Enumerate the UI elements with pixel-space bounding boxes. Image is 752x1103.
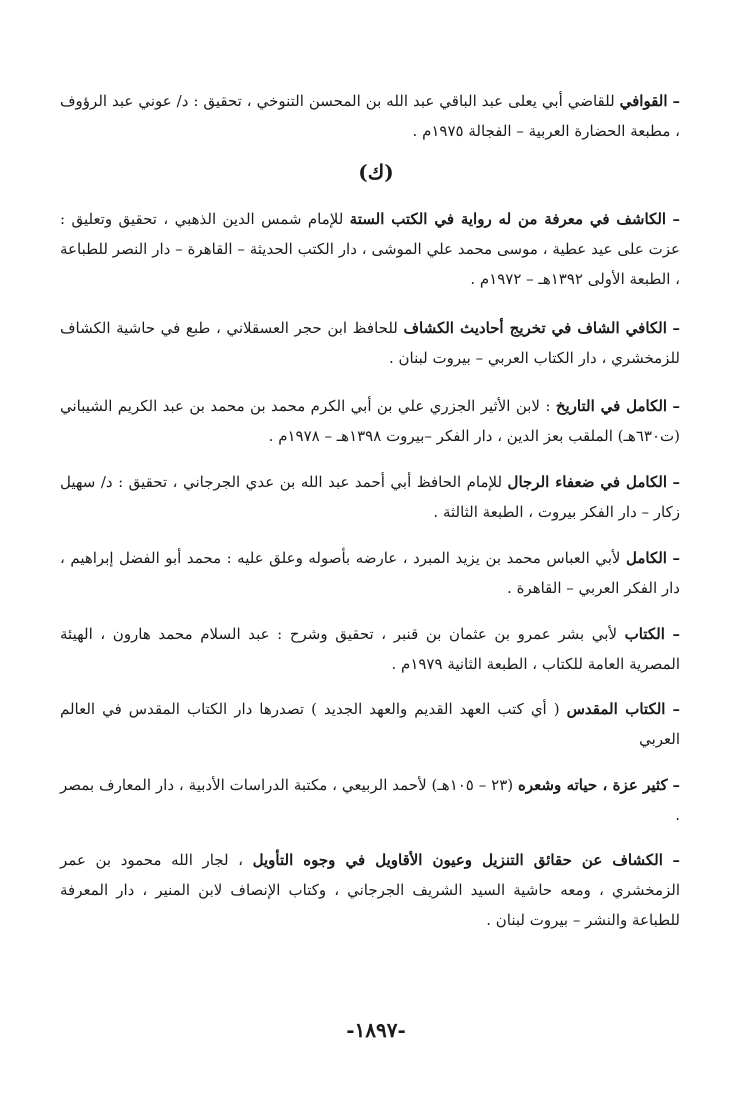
entry-details: لأبي العباس محمد بن يزيد المبرد ، عارضه بأصوله وعلق عليه : محمد أبو الفضل إبراهيم ، دار الفكر العربي – القاهرة . — [60, 549, 680, 597]
entry-title: الكتاب المقدس — [566, 700, 666, 718]
entry-dash: – — [672, 700, 680, 718]
entry-dash: – — [672, 776, 680, 794]
entry-details: : لابن الأثير الجزري علي بن أبي الكرم محمد بن محمد بن عبد الكريم الشيباني (ت٦٣٠هـ) الملقب بعز الدين ، دار الفكر –بيروت ١٣٩٨هـ – ١٩٧٨م . — [60, 397, 680, 445]
entry-details: لأبي بشر عمرو بن عثمان بن قنبر ، تحقيق وشرح : عبد السلام محمد هارون ، الهيئة المصرية العامة للكتاب ، الطبعة الثانية ١٩٧٩م . — [60, 625, 680, 673]
entry-dash: – — [672, 625, 680, 643]
entry-details: (٢٣ – ١٠٥هـ) لأحمد الربيعي ، مكتبة الدراسات الأدبية ، دار المعارف بمصر . — [60, 776, 680, 824]
bibliography-entry-kuthayyir-azza — [60, 770, 680, 830]
entry-title: القوافي — [619, 92, 668, 110]
bibliography-entry-kashif — [60, 204, 680, 294]
bibliography-entry-kashshaf — [60, 845, 680, 935]
entry-details: ( أي كتب العهد القديم والعهد الجديد ) تصدرها دار الكتاب المقدس في العالم العربي — [60, 700, 680, 748]
entry-dash: – — [672, 473, 680, 491]
entry-dash: – — [672, 851, 680, 869]
section-letter-heading: (ك) — [358, 160, 394, 184]
entry-details: للإمام شمس الدين الذهبي ، تحقيق وتعليق : عزت على عيد عطية ، موسى محمد علي الموشى ، دار الكتب الحديثة – القاهرة – دار النصر للطباعة ، الطبعة الأولى ١٣٩٢هـ – ١٩٧٢م . — [60, 210, 680, 288]
entry-title: الكامل في ضعفاء الرجال — [507, 473, 667, 491]
entry-title: الكشاف عن حقائق التنزيل وعيون الأقاويل في وجوه التأويل — [252, 851, 663, 869]
entry-title: الكتاب — [624, 625, 665, 643]
bibliography-entry-kitab-sibawayh — [60, 619, 680, 679]
entry-title: الكامل في التاريخ — [555, 397, 668, 415]
entry-title: الكامل — [625, 549, 667, 567]
bibliography-entry-kamil-mubarrad — [60, 543, 680, 603]
bibliography-entry-kamil-duafa — [60, 467, 680, 527]
bibliography-entry-kafi-shaf — [60, 313, 680, 373]
page-number: -١٨٩٧- — [346, 1018, 406, 1042]
entry-dash: – — [672, 92, 680, 110]
entry-dash: – — [672, 397, 680, 415]
entry-dash: – — [672, 319, 680, 337]
entry-title: كثير عزة ، حياته وشعره — [518, 776, 668, 794]
entry-details: للقاضي أبي يعلى عبد الباقي عبد الله بن المحسن التنوخي ، تحقيق : د/ عوني عبد الرؤوف ، مطبعة الحضارة العربية – الفجالة ١٩٧٥م . — [60, 92, 680, 140]
bibliography-entry-kitab-muqaddas — [60, 694, 680, 754]
entry-details: ، لجار الله محمود بن عمر الزمخشري ، ومعه حاشية السيد الشريف الجرجاني ، وكتاب الإنصاف لابن المنير ، دار المعرفة للطباعة والنشر – بيروت لبنان . — [60, 851, 680, 929]
bibliography-entry-kamil-tarikh — [60, 391, 680, 451]
entry-dash: – — [672, 549, 680, 567]
entry-details: للحافظ ابن حجر العسقلاني ، طبع في حاشية الكشاف للزمخشري ، دار الكتاب العربي – بيروت لبنان . — [60, 319, 680, 367]
entry-details: للإمام الحافظ أبي أحمد عبد الله بن عدي الجرجاني ، تحقيق : د/ سهيل زكار – دار الفكر بيروت ، الطبعة الثالثة . — [60, 473, 680, 521]
bibliography-entry-qawafi — [60, 86, 680, 146]
entry-dash: – — [672, 210, 680, 228]
entry-title: الكافي الشاف في تخريج أحاديث الكشاف — [403, 319, 667, 337]
entry-title: الكاشف في معرفة من له رواية في الكتب الستة — [349, 210, 667, 228]
